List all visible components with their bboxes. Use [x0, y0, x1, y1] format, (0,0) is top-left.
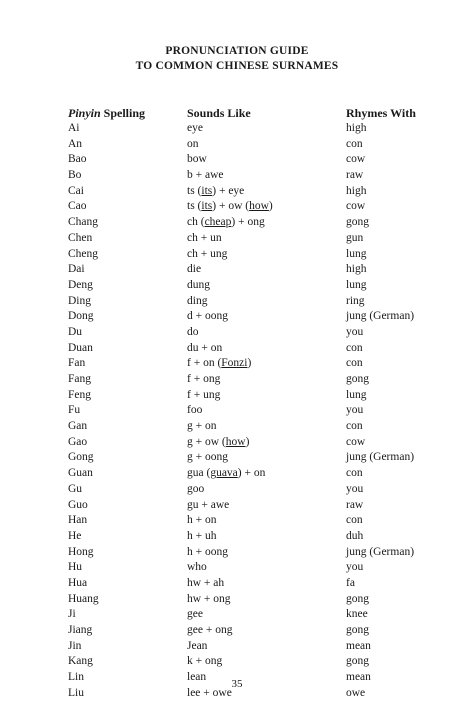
pinyin-cell: Fang	[68, 373, 91, 385]
rhymes-with-cell: mean	[346, 671, 371, 684]
pinyin-cell: Jiang	[68, 624, 93, 636]
pinyin-cell: Huang	[68, 592, 99, 605]
sounds-like-cell: d + oong	[187, 310, 228, 323]
column-header-rhymes-with: Rhymes With	[346, 106, 416, 120]
pinyin-cell: Han	[68, 514, 88, 527]
table-row	[0, 231, 474, 247]
table-row	[0, 168, 474, 184]
pinyin-cell: Duan	[68, 341, 93, 354]
pinyin-cell: Ding	[68, 294, 91, 307]
sounds-like-cell: gee + ong	[187, 624, 233, 636]
pinyin-cell: Cao	[68, 200, 87, 213]
sounds-like-cell: foo	[187, 404, 203, 417]
page-title-line-1: PRONUNCIATION GUIDE	[165, 45, 309, 57]
sounds-like-cell: du + on	[187, 341, 223, 354]
table-row	[0, 137, 474, 153]
table-row	[0, 513, 474, 529]
pinyin-cell: Ji	[68, 608, 76, 621]
rhymes-with-cell: gong	[346, 655, 369, 668]
table-row	[0, 607, 474, 623]
table-row	[0, 560, 474, 576]
table-row	[0, 450, 474, 466]
rhymes-with-cell: mean	[346, 639, 371, 652]
surname-table	[0, 121, 474, 701]
pinyin-cell: Gong	[68, 451, 94, 464]
pinyin-cell: Kang	[68, 655, 93, 668]
sounds-like-cell: h + uh	[187, 529, 217, 542]
rhymes-with-cell: gun	[346, 231, 364, 244]
sounds-like-cell: hw + ong	[187, 592, 231, 605]
page-title-line-2: TO COMMON CHINESE SURNAMES	[135, 60, 339, 72]
rhymes-with-cell: you	[346, 325, 364, 338]
sounds-like-cell: who	[187, 561, 207, 574]
sounds-like-cell: ding	[187, 294, 208, 307]
pinyin-cell: Guan	[68, 467, 93, 480]
table-row	[0, 403, 474, 419]
rhymes-with-cell: jung (German)	[346, 310, 415, 323]
pinyin-cell: Dong	[68, 310, 94, 323]
table-row	[0, 576, 474, 592]
rhymes-with-cell: con	[346, 341, 363, 354]
rhymes-with-cell: jung (German)	[346, 451, 415, 464]
sounds-like-cell: ch (cheap) + ong	[187, 216, 265, 229]
table-row	[0, 199, 474, 215]
pinyin-cell: Fu	[68, 404, 81, 417]
pinyin-cell: An	[68, 137, 83, 150]
table-row	[0, 215, 474, 231]
table-row	[0, 529, 474, 545]
sounds-like-cell: b + awe	[187, 169, 224, 182]
column-header-pinyin-rest: Spelling	[100, 106, 146, 120]
pinyin-cell: Liu	[68, 686, 84, 699]
table-row	[0, 309, 474, 325]
pinyin-cell: Gan	[68, 420, 88, 433]
sounds-like-cell: gua (guava) + on	[187, 467, 266, 480]
sounds-like-cell: goo	[187, 482, 205, 495]
sounds-like-cell: ts (its) + ow (how)	[187, 200, 273, 213]
rhymes-with-cell: con	[346, 357, 363, 370]
sounds-like-cell: bow	[187, 153, 207, 166]
sounds-like-cell: h + oong	[187, 545, 228, 558]
pinyin-cell: Bo	[68, 169, 82, 182]
rhymes-with-cell: lung	[346, 388, 367, 401]
pinyin-cell: Dai	[68, 263, 85, 276]
pinyin-cell: Guo	[68, 498, 88, 511]
table-row	[0, 435, 474, 451]
pinyin-cell: Hong	[68, 545, 94, 558]
sounds-like-cell: Jean	[187, 639, 208, 652]
rhymes-with-cell: gong	[346, 592, 369, 605]
pinyin-cell: Bao	[68, 153, 87, 166]
pinyin-cell: Feng	[68, 388, 91, 401]
rhymes-with-cell: owe	[346, 686, 366, 699]
sounds-like-cell: ts (its) + eye	[187, 184, 245, 197]
rhymes-with-cell: you	[346, 561, 364, 574]
pinyin-cell: Chen	[68, 231, 93, 244]
table-row	[0, 639, 474, 655]
table-row	[0, 152, 474, 168]
table-row	[0, 184, 474, 200]
sounds-like-cell: do	[187, 325, 199, 338]
rhymes-with-cell: high	[346, 122, 367, 134]
table-row	[0, 121, 474, 137]
table-row	[0, 482, 474, 498]
rhymes-with-cell: gong	[346, 373, 369, 385]
pinyin-cell: Lin	[68, 671, 84, 684]
rhymes-with-cell: con	[346, 137, 363, 150]
table-row	[0, 419, 474, 435]
rhymes-with-cell: ring	[346, 294, 365, 307]
pinyin-cell: Jin	[68, 639, 82, 652]
rhymes-with-cell: lung	[346, 247, 367, 260]
sounds-like-cell: f + ung	[187, 388, 221, 401]
table-row	[0, 372, 474, 388]
rhymes-with-cell: high	[346, 184, 367, 197]
rhymes-with-cell: knee	[346, 608, 368, 621]
sounds-like-cell: on	[187, 137, 199, 150]
table-row	[0, 654, 474, 670]
pinyin-cell: Chang	[68, 216, 99, 229]
sounds-like-cell: k + ong	[187, 655, 223, 668]
rhymes-with-cell: raw	[346, 498, 364, 511]
sounds-like-cell: hw + ah	[187, 576, 225, 589]
pinyin-cell: Hua	[68, 576, 88, 589]
pinyin-cell: Hu	[68, 561, 83, 574]
rhymes-with-cell: fa	[346, 576, 355, 589]
sounds-like-cell: gee	[187, 608, 203, 621]
pinyin-cell: Ai	[68, 122, 80, 134]
table-row	[0, 592, 474, 608]
table-row	[0, 294, 474, 310]
sounds-like-cell: dung	[187, 278, 210, 291]
sounds-like-cell: lee + owe	[187, 686, 232, 699]
rhymes-with-cell: cow	[346, 153, 366, 166]
table-row	[0, 262, 474, 278]
sounds-like-cell: ch + ung	[187, 247, 228, 260]
rhymes-with-cell: duh	[346, 529, 364, 542]
table-row	[0, 247, 474, 263]
page-number: 35	[231, 678, 243, 690]
rhymes-with-cell: you	[346, 482, 364, 495]
table-row	[0, 545, 474, 561]
pinyin-cell: Du	[68, 325, 83, 338]
sounds-like-cell: gu + awe	[187, 498, 230, 511]
column-header-pinyin-italic: Pinyin	[68, 106, 101, 120]
sounds-like-cell: f + on (Fonzi)	[187, 357, 252, 370]
column-header-pinyin	[68, 106, 145, 121]
sounds-like-cell: h + on	[187, 514, 217, 527]
rhymes-with-cell: cow	[346, 200, 366, 213]
rhymes-with-cell: lung	[346, 278, 367, 291]
pinyin-cell: He	[68, 529, 82, 542]
table-row	[0, 341, 474, 357]
sounds-like-cell: f + ong	[187, 373, 221, 385]
rhymes-with-cell: con	[346, 467, 363, 480]
table-row	[0, 356, 474, 372]
pinyin-cell: Deng	[68, 278, 93, 291]
column-header-sounds-like: Sounds Like	[187, 106, 251, 120]
rhymes-with-cell: gong	[346, 624, 369, 636]
table-row	[0, 325, 474, 341]
sounds-like-cell: g + ow (how)	[187, 435, 250, 448]
pinyin-cell: Fan	[68, 357, 86, 370]
table-row	[0, 388, 474, 404]
rhymes-with-cell: jung (German)	[346, 545, 415, 558]
sounds-like-cell: lean	[187, 671, 207, 684]
sounds-like-cell: ch + un	[187, 231, 222, 244]
table-row	[0, 498, 474, 514]
table-row	[0, 623, 474, 639]
sounds-like-cell: die	[187, 263, 202, 276]
table-row	[0, 278, 474, 294]
sounds-like-cell: eye	[187, 122, 203, 134]
rhymes-with-cell: con	[346, 514, 363, 527]
pinyin-cell: Cheng	[68, 247, 99, 260]
pinyin-cell: Gao	[68, 435, 88, 448]
sounds-like-cell: g + oong	[187, 451, 228, 464]
pinyin-cell: Gu	[68, 482, 83, 495]
table-row	[0, 466, 474, 482]
rhymes-with-cell: high	[346, 263, 367, 276]
rhymes-with-cell: raw	[346, 169, 364, 182]
rhymes-with-cell: con	[346, 420, 363, 433]
rhymes-with-cell: cow	[346, 435, 366, 448]
sounds-like-cell: g + on	[187, 420, 217, 433]
rhymes-with-cell: gong	[346, 216, 369, 229]
rhymes-with-cell: you	[346, 404, 364, 417]
pinyin-cell: Cai	[68, 184, 84, 197]
